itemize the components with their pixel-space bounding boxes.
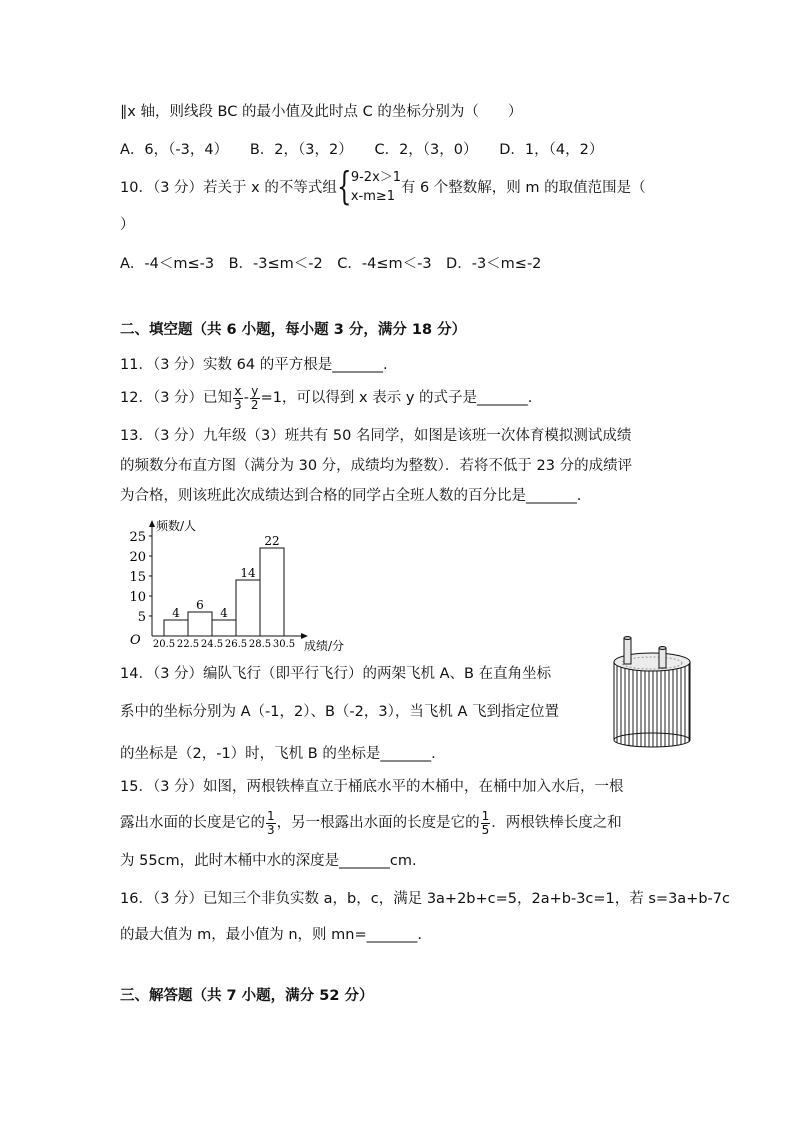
- q10-options: A．-4＜m≤-3 B．-3≤m＜-2 C．-4≤m＜-3 D．-3＜m≤-2: [120, 256, 542, 272]
- q15-line2-mid: ，另一根露出水面的长度是它的: [276, 815, 480, 831]
- q9-options: A．6，（-3，4） B．2，（3，2） C．2，（3，0） D．1，（4，2）: [120, 142, 604, 158]
- q14-line2: 系中的坐标分别为 A（-1，2）、B（-2，3），当飞机 A 飞到指定位置: [120, 704, 559, 720]
- x-tick-label: 22.5: [176, 639, 200, 650]
- origin-label: O: [130, 633, 141, 648]
- bucket-figure: [604, 636, 700, 748]
- x-tick-label: 28.5: [248, 639, 272, 650]
- q12-prefix: 12．（3 分）已知: [120, 390, 233, 406]
- inequality-1: 9-2x＞1: [350, 170, 402, 185]
- q14-line1: 14．（3 分）编队飞行（即平行飞行）的两架飞机 A、B 在直角坐标: [120, 666, 552, 682]
- q16-line1: 16．（3 分）已知三个非负实数 a，b，c，满足 3a+2b+c=5，2a+b-3c=1，若 s=3a+b-7c: [120, 891, 730, 907]
- q15-line2-prefix: 露出水面的长度是它的: [120, 815, 265, 831]
- y-tick-label: 20: [129, 550, 146, 565]
- y-tick-label: 5: [137, 610, 146, 625]
- q10-close: ）: [120, 217, 135, 233]
- bar-value-label: 4: [172, 606, 180, 620]
- fraction-1-3: $\frac{1}{3}$: [267, 808, 275, 837]
- q13-line2: 的频数分布直方图（满分为 30 分，成绩均为整数）．若将不低于 23 分的成绩评: [120, 458, 633, 474]
- inequality-system: [336, 164, 402, 208]
- inequality-2: x-m≥1: [350, 189, 396, 204]
- q10-line: [120, 164, 646, 208]
- bucket-icon: [604, 636, 700, 748]
- bar-value-label: 6: [196, 598, 204, 612]
- q12: [120, 382, 532, 414]
- histogram-bar: [212, 620, 236, 636]
- histogram-chart: [118, 516, 358, 656]
- q9-tail: ∥x 轴，则线段 BC 的最小值及此时点 C 的坐标分别为（ ）: [120, 104, 523, 120]
- section-2-title: 二、填空题（共 6 小题，每小题 3 分，满分 18 分）: [120, 322, 467, 338]
- histogram-bar: [164, 620, 188, 636]
- q14-line3: 的坐标是（2，-1）时，飞机 B 的坐标是_______.: [120, 746, 436, 762]
- q15-line2: [120, 806, 622, 840]
- histogram-bar: [260, 548, 284, 636]
- x-tick-label: 24.5: [200, 639, 224, 650]
- q10-suffix: 有 6 个整数解，则 m 的取值范围是（: [400, 180, 646, 196]
- fraction-x-3: $\frac{x}{3}$: [234, 383, 242, 412]
- q16-line2: 的最大值为 m，最小值为 n，则 mn=_______.: [120, 927, 422, 943]
- q10-prefix: 10．（3 分）若关于 x 的不等式组: [120, 180, 337, 196]
- y-tick-label: 25: [129, 530, 146, 545]
- q13-line1: 13．（3 分）九年级（3）班共有 50 名同学，如图是该班一次体育模拟测试成绩: [120, 428, 632, 444]
- y-tick-label: 10: [129, 590, 146, 605]
- minus-sign: -: [243, 390, 249, 406]
- x-tick-label: 30.5: [272, 639, 296, 650]
- brace-symbol: {: [336, 164, 352, 208]
- bar-value-label: 22: [264, 534, 280, 548]
- bar-value-label: 14: [240, 566, 256, 580]
- x-tick-label: 20.5: [152, 639, 176, 650]
- y-axis-arrow: [149, 520, 155, 527]
- x-axis-label: 成绩/分: [304, 639, 345, 653]
- fraction-y-2: $\frac{y}{2}$: [250, 383, 259, 412]
- histogram-bar: [236, 580, 260, 636]
- q11: 11．（3 分）实数 64 的平方根是_______.: [120, 357, 388, 373]
- section-3-title: 三、解答题（共 7 小题，满分 52 分）: [120, 988, 374, 1004]
- y-axis-label: 频数/人: [156, 519, 197, 533]
- histogram-marks: [129, 530, 295, 650]
- q12-suffix: =1，可以得到 x 表示 y 的式子是_______.: [260, 390, 533, 406]
- x-tick-label: 26.5: [224, 639, 248, 650]
- q15-line2-suffix: ．两根铁棒长度之和: [491, 815, 622, 831]
- histogram-bar: [188, 612, 212, 636]
- q15-line3: 为 55cm，此时木桶中水的深度是_______cm.: [120, 853, 417, 869]
- q15-line1: 15．（3 分）如图，两根铁棒直立于桶底水平的木桶中，在桶中加入水后，一根: [120, 779, 624, 795]
- q13-line3: 为合格，则该班此次成绩达到合格的同学占全班人数的百分比是_______.: [120, 488, 582, 504]
- bar-value-label: 4: [220, 606, 228, 620]
- fraction-1-5: $\frac{1}{5}$: [481, 808, 490, 837]
- y-tick-label: 15: [129, 570, 146, 585]
